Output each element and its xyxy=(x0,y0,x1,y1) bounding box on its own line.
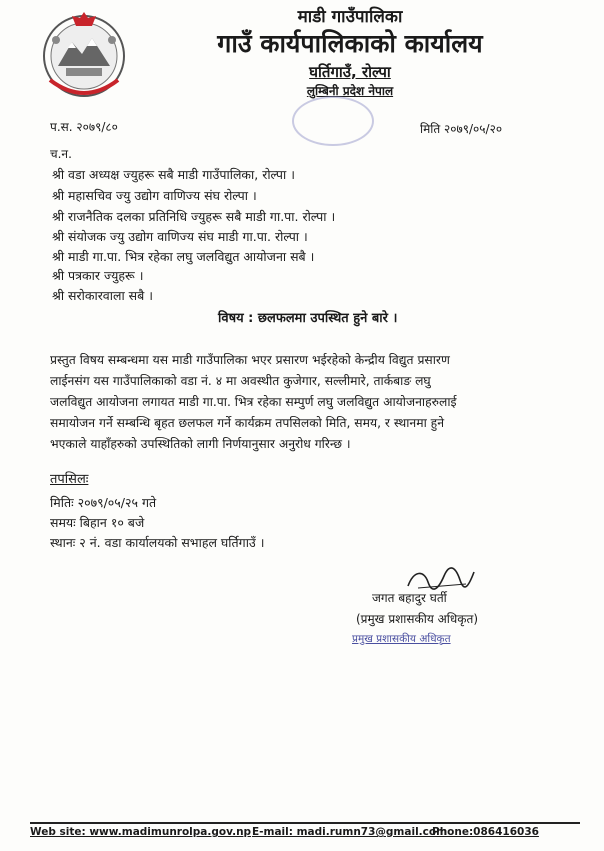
details-heading: तपसिलः xyxy=(50,472,89,487)
footer-email[interactable]: E-mail: madi.rumn73@gmail.com xyxy=(252,826,448,838)
reference-number: प.स. २०७९/८० xyxy=(50,120,118,134)
body-line: जलविद्युत आयोजना लगायत माडी गा.पा. भित्र रहेका सम्पुर्ण लघु जलविद्युत आयोजनाहरुलाई xyxy=(50,395,457,409)
letter-body xyxy=(50,350,556,455)
municipality-name: माडी गाउँपालिका xyxy=(297,7,403,27)
dispatch-number: च.न. xyxy=(50,147,72,161)
recipient-line: श्री वडा अध्यक्ष ज्युहरू सबै माडी गाउँपालिका, रोल्पा । xyxy=(52,167,295,182)
office-title: गाउँ कार्यपालिकाको कार्यालय xyxy=(217,29,483,58)
footer-website[interactable]: Web site: www.madimunrolpa.gov.np xyxy=(30,826,252,838)
body-line: भएकाले याहाँहरुको उपस्थितिको लागी निर्णयानुसार अनुरोध गरिन्छ । xyxy=(50,437,351,451)
recipient-line: श्री सरोकारवाला सबै । xyxy=(52,288,153,303)
office-location: घर्तिगाउँ, रोल्पा xyxy=(309,63,391,81)
footer-phone: Phone:086416036 xyxy=(432,826,539,838)
office-stamp xyxy=(292,96,374,146)
recipient-line: श्री महासचिव ज्यु उद्योग वाणिज्य संघ रोल्पा । xyxy=(52,188,257,203)
signatory-title: (प्रमुख प्रशासकीय अधिकृत) xyxy=(356,612,479,626)
nepal-emblem-icon xyxy=(36,10,132,102)
recipient-line: श्री पत्रकार ज्युहरू । xyxy=(52,268,144,283)
detail-time: समयः बिहान १० बजे xyxy=(50,515,145,530)
letter-subject: विषय : छलफलमा उपस्थित हुने बारे । xyxy=(218,311,398,326)
recipient-line: श्री माडी गा.पा. भित्र रहेका लघु जलविद्युत आयोजना सबै । xyxy=(52,249,315,264)
signatory-stamp: प्रमुख प्रशासकीय अधिकृत xyxy=(352,633,451,645)
signatory-name: जगत बहादुर घर्ती xyxy=(372,591,447,605)
body-line: समायोजन गर्ने सम्बन्धि बृहत छलफल गर्ने कार्यक्रम तपसिलको मिति, समय, र स्थानमा हुने xyxy=(50,416,445,430)
recipient-line: श्री राजनैतिक दलका प्रतिनिधि ज्युहरू सबै माडी गा.पा. रोल्पा । xyxy=(52,209,336,224)
letter-date: मिति २०७९/०५/२० xyxy=(420,122,503,136)
detail-venue: स्थानः २ नं. वडा कार्यालयको सभाहल घर्तिगाउँ । xyxy=(50,535,265,550)
body-line: प्रस्तुत विषय सम्बन्धमा यस माडी गाउँपालिका भएर प्रसारण भईरहेको केन्द्रीय विद्युत प्रसारण xyxy=(50,353,450,367)
recipient-line: श्री संयोजक ज्यु उद्योग वाणिज्य संघ माडी गा.पा. रोल्पा । xyxy=(52,229,308,244)
detail-date: मितिः २०७९/०५/२५ गते xyxy=(50,495,157,510)
province-line: लुम्बिनी प्रदेश नेपाल xyxy=(306,84,394,98)
body-line: लाईनसंग यस गाउँपालिकाको वडा नं. ४ मा अवस्थीत कुजेगार, सल्लीमारे, तार्कबाङ लघु xyxy=(50,374,431,388)
footer-divider xyxy=(30,822,580,824)
